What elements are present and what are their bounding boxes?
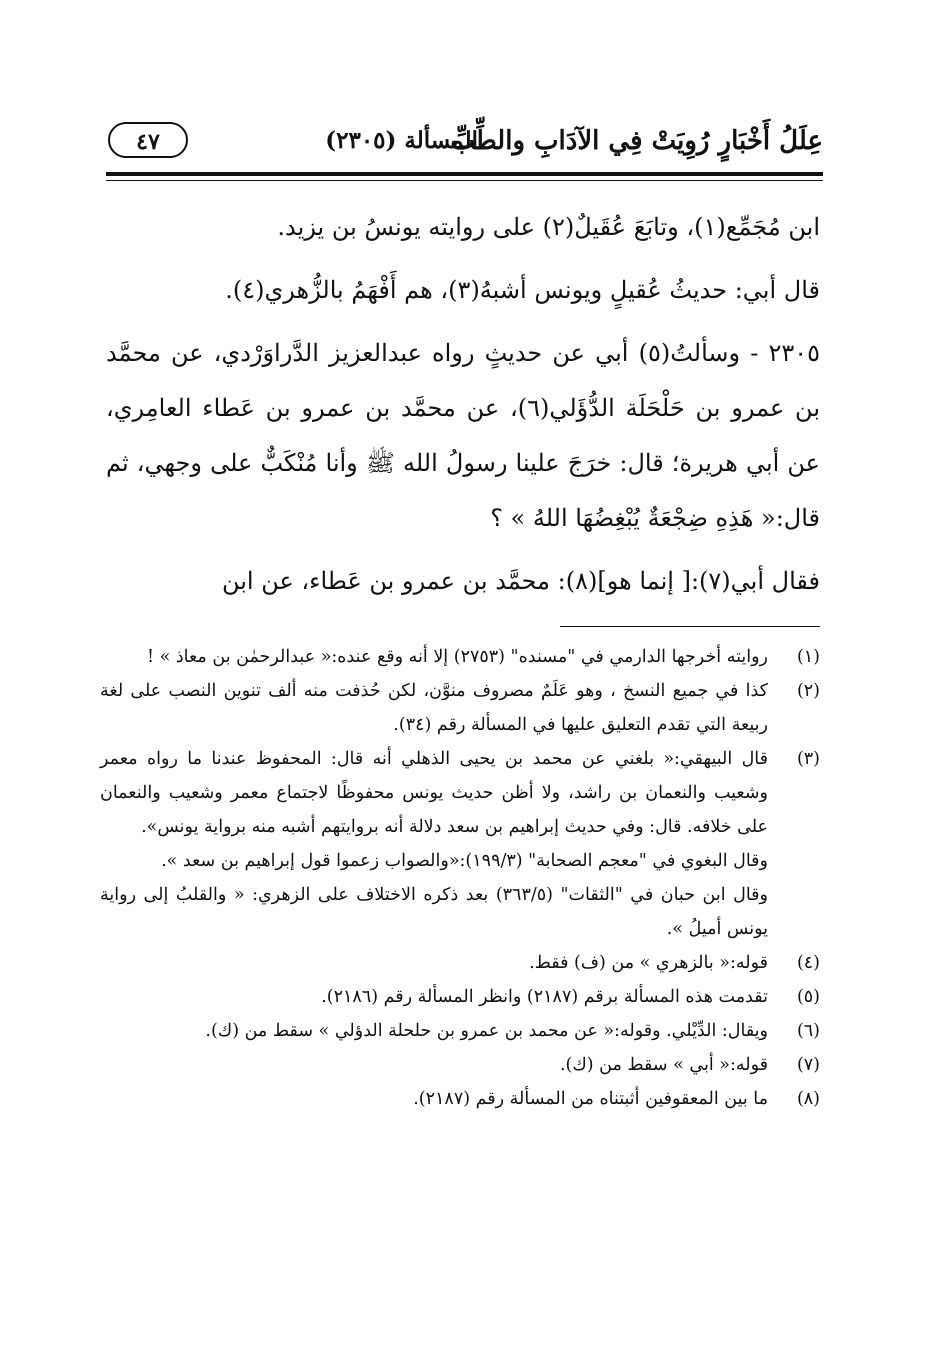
footnote-text: قوله:« بالزهري » من (ف) فقط. [529, 953, 768, 973]
main-paragraph: ابن مُجَمِّع(١)، وتابَعَ عُقَيلٌ(٢) على روايته يونسُ بن يزيد. [277, 213, 820, 241]
footnote [100, 980, 820, 1014]
main-paragraph: قال أبي: حديثُ عُقيلٍ ويونس أشبهُ(٣)، هم أَفْهَمُ بالزُّهري(٤). [225, 276, 820, 304]
footnote [100, 742, 820, 844]
header-rule-thick [106, 172, 823, 176]
footnote-number: (٧) [796, 1055, 820, 1075]
page-header [100, 118, 823, 164]
footnote [100, 1014, 820, 1048]
footnote-text: روايته أخرجها الدارمي في "مسنده" (٢٧٥٣) إلا أنه وقع عنده:« عبدالرحمٰن بن معاذ » ! [147, 647, 768, 667]
footnote-text: ويقال: الدِّيْلي. وقوله:« عن محمد بن عمرو بن حلحلة الدؤلي » سقط من (ك). [205, 1021, 768, 1041]
footnote [100, 1082, 820, 1116]
footnote [100, 674, 820, 742]
main-paragraph: ٢٣٠٥ - وسألتُ(٥) أبي عن حديثٍ رواه عبدالعزيز الدَّراوَرْدي، عن محمَّد بن عمرو بن حَلْحَلَة الدُّؤَلي(٦)، عن محمَّد بن عمرو بن عَطاء العامِري، عن أبي هريرة؛ قال: خرَجَ علينا رسولُ الله ﷺ وأنا مُنْكَبٌّ على وجهي، ثم قال:« هَذِهِ ضِجْعَةٌ يُبْغِضُهَا اللهُ » ؟ [106, 339, 821, 532]
footnote-number: (٥) [796, 987, 820, 1007]
footnote-text: كذا في جميع النسخ ، وهو عَلَمٌ مصروف منوَّن، لكن حُذفت منه ألف تنوين النصب على لغة ربيعة التي تقدم التعليق عليها في المسألة رقم (٣٤). [100, 681, 768, 735]
footnote [100, 640, 820, 674]
footnote-number: (١) [796, 647, 820, 667]
footnote [100, 1048, 820, 1082]
footnote-number: (٦) [796, 1021, 820, 1041]
footnotes [100, 640, 820, 1116]
running-title: عِلَلُ أَخْبَارٍ رُوِيَتْ فِي الآدَابِ والطِّبِّ [450, 126, 823, 156]
footnote-text: قال البيهقي:« بلغني عن محمد بن يحيى الذهلي أنه قال: المحفوظ عندنا ما رواه معمر وشعيب والنعمان بن راشد، ولا أظن حديث يونس محفوظًا لاجتماع معمر وشعيب والنعمان على خلافه. قال: وفي حديث إبراهيم بن سعد دلالة أنه بروايتهم أشبه منه برواية يونس». [100, 749, 768, 837]
question-label: المسألة (٢٣٠٥) [325, 127, 478, 154]
footnote [100, 946, 820, 980]
footnote-number: (٤) [796, 953, 820, 973]
footnote-continuation: وقال البغوي في "معجم الصحابة" (١٩٩/٣):«والصواب زعموا قول إبراهيم بن سعد ». [161, 851, 768, 871]
footnote-divider [560, 626, 820, 627]
main-text [106, 200, 820, 617]
footnote-text: تقدمت هذه المسألة برقم (٢١٨٧) وانظر المسألة رقم (٢١٨٦). [321, 987, 768, 1007]
footnote-text: قوله:« أبي » سقط من (ك). [559, 1055, 768, 1075]
footnote-text: ما بين المعقوفين أثبتناه من المسألة رقم (٢١٨٧). [413, 1089, 768, 1109]
footnote-continuation: وقال ابن حبان في "الثقات" (٣٦٣/٥) بعد ذكره الاختلاف على الزهري: « والقلبُ إلى رواية يونس أميلُ ». [100, 885, 768, 939]
main-paragraph: فقال أبي(٧):[ إنما هو](٨): محمَّد بن عمرو بن عَطاء، عن ابن [221, 567, 820, 595]
page-number-badge: ٤٧ [108, 122, 188, 158]
footnote-number: (٨) [796, 1089, 820, 1109]
footnote-number: (٣) [796, 749, 820, 769]
footnote-number: (٢) [796, 681, 820, 701]
header-rule-thin [106, 180, 823, 181]
